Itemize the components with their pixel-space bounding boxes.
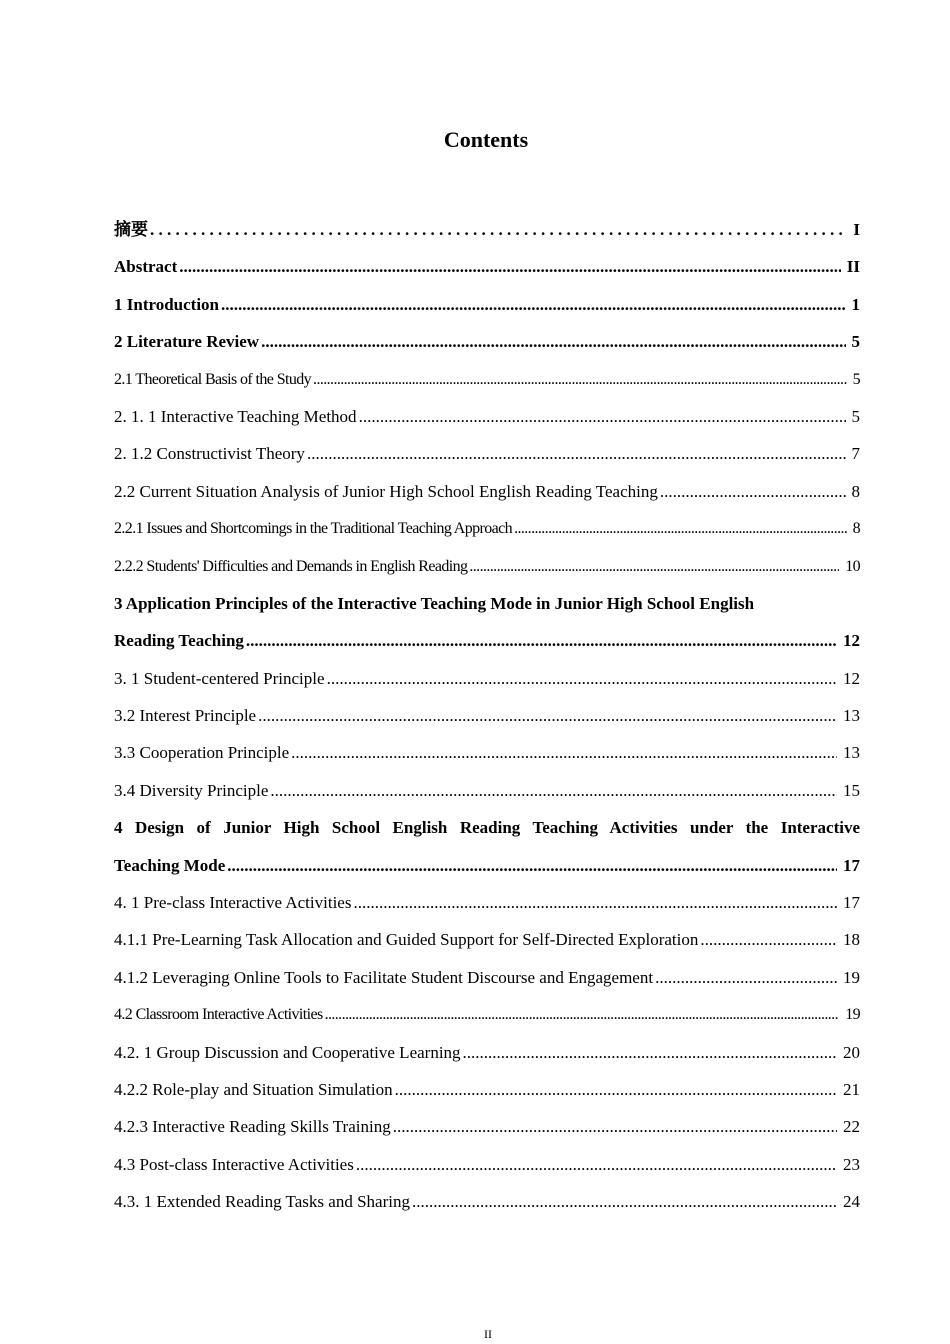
toc-entry-label: 3 Application Principles of the Interactive Teaching Mode in Junior High School English [114,593,755,613]
toc-entry[interactable] [114,884,860,921]
toc-entry[interactable] [114,1146,860,1183]
toc-entry-label: 摘要 [114,220,148,239]
toc-entry-page: 13 [843,706,860,726]
dot-leader [463,1034,837,1071]
toc-entry-page: 8 [851,481,860,501]
dot-leader [514,510,847,547]
toc-entry-page: 13 [843,743,860,763]
toc-entry-page: 5 [851,332,860,352]
dot-leader [227,847,837,884]
toc-entry-label: 4. 1 Pre-class Interactive Activities [114,893,352,913]
toc-entry[interactable] [114,548,860,585]
toc-entry[interactable] [114,847,860,884]
toc-entry-label: 2. 1.2 Constructivist Theory [114,444,305,464]
dot-leader [313,361,847,398]
page-number: II [484,1327,492,1341]
toc-entry-label: 4 Design of Junior High School English Reading Teaching Activities under the Interactive [114,818,860,838]
dot-leader [291,734,837,771]
toc-entry-page: 15 [843,780,860,800]
dot-leader [270,772,837,809]
toc-entry-label: 4.1.2 Leveraging Online Tools to Facilitate Student Discourse and Engagement [114,967,654,987]
toc-entry-page: 23 [843,1154,860,1174]
toc-entry[interactable] [114,1183,860,1220]
dot-leader [258,697,837,734]
toc-entry[interactable] [114,959,860,996]
toc-entry-page: 18 [843,930,860,950]
toc-entry[interactable] [114,772,860,809]
dot-leader [150,211,847,248]
dot-leader [353,884,837,921]
toc-entry-label: 1 Introduction [114,294,220,314]
toc-entry-page: 17 [843,893,860,913]
toc-entry-page: 22 [843,1117,860,1137]
toc-entry-label: 2 Literature Review [114,332,260,352]
toc-entry-page: 12 [843,668,860,688]
toc-entry[interactable] [114,921,860,958]
toc-entry[interactable] [114,622,860,659]
dot-leader [356,1146,837,1183]
toc-entry-label: 4.2.3 Interactive Reading Skills Training [114,1117,391,1137]
toc-entry-label: 2. 1. 1 Interactive Teaching Method [114,406,357,426]
toc-entry-label: 3.2 Interest Principle [114,706,257,726]
toc-entry-page: 24 [843,1192,860,1212]
toc-entry[interactable] [114,473,860,510]
toc-entry-page: 21 [843,1079,860,1099]
dot-leader [412,1183,837,1220]
toc-entry[interactable] [114,809,860,846]
toc-entry-label: Teaching Mode [114,855,226,875]
toc-entry[interactable] [114,510,860,547]
toc-entry-page: 7 [851,444,860,464]
toc-entry-label: 2.2.2 Students' Difficulties and Demands in English Reading [114,557,468,575]
dot-leader [655,959,837,996]
toc-entry-label: 4.1.1 Pre-Learning Task Allocation and Guided Support for Self-Directed Exploration [114,930,699,950]
toc-entry-label: 3.4 Diversity Principle [114,780,269,800]
toc-entry-page: 20 [843,1042,860,1062]
page-title: Contents [443,127,529,152]
toc-entry-label: 3.3 Cooperation Principle [114,743,290,763]
toc-entry-page: 5 [852,370,860,388]
toc-entry-page: 5 [851,406,860,426]
dot-leader [393,1108,837,1145]
toc-entry-label: 4.3. 1 Extended Reading Tasks and Sharing [114,1192,410,1212]
toc-entry-page: 17 [843,855,860,875]
toc-entry[interactable] [114,996,860,1033]
dot-leader [325,996,840,1033]
toc-entry[interactable] [114,697,860,734]
toc-entry-label: 3. 1 Student-centered Principle [114,668,325,688]
toc-entry-label: 4.2.2 Role-play and Situation Simulation [114,1079,393,1099]
toc-entry[interactable] [114,211,860,248]
toc-entry-label: 2.2 Current Situation Analysis of Junior High School English Reading Teaching [114,481,658,501]
toc-entry-label: 4.2 Classroom Interactive Activities [114,1006,323,1024]
toc-entry[interactable] [114,1108,860,1145]
toc-entry[interactable] [114,361,860,398]
toc-entry-page: I [853,220,860,239]
dot-leader [395,1071,837,1108]
toc-entry[interactable] [114,435,860,472]
dot-leader [469,548,839,585]
dot-leader [246,622,837,659]
toc-entry[interactable] [114,660,860,697]
toc-entry[interactable] [114,248,860,285]
table-of-contents [114,211,860,1221]
toc-entry-label: Abstract [114,257,178,277]
toc-entry-page: 10 [845,557,860,575]
toc-entry[interactable] [114,323,860,360]
toc-entry[interactable] [114,1071,860,1108]
toc-entry-page: II [846,257,860,277]
dot-leader [179,248,841,285]
toc-entry[interactable] [114,398,860,435]
toc-entry[interactable] [114,585,860,622]
toc-entry-label: Reading Teaching [114,631,244,651]
toc-entry[interactable] [114,734,860,771]
toc-entry-page: 19 [843,967,860,987]
dot-leader [359,398,846,435]
toc-entry-page: 8 [852,520,860,538]
toc-entry-page: 1 [851,294,860,314]
toc-entry[interactable] [114,286,860,323]
toc-entry-page: 19 [845,1006,860,1024]
dot-leader [221,286,845,323]
toc-entry-label: 2.2.1 Issues and Shortcomings in the Traditional Teaching Approach [114,520,513,538]
toc-entry[interactable] [114,1034,860,1071]
dot-leader [261,323,845,360]
toc-entry-label: 4.2. 1 Group Discussion and Cooperative Learning [114,1042,461,1062]
dot-leader [700,921,837,958]
dot-leader [660,473,846,510]
toc-entry-label: 4.3 Post-class Interactive Activities [114,1154,354,1174]
toc-entry-label: 2.1 Theoretical Basis of the Study [114,370,312,388]
toc-entry-page: 12 [843,631,860,651]
dot-leader [307,435,846,472]
dot-leader [327,660,837,697]
